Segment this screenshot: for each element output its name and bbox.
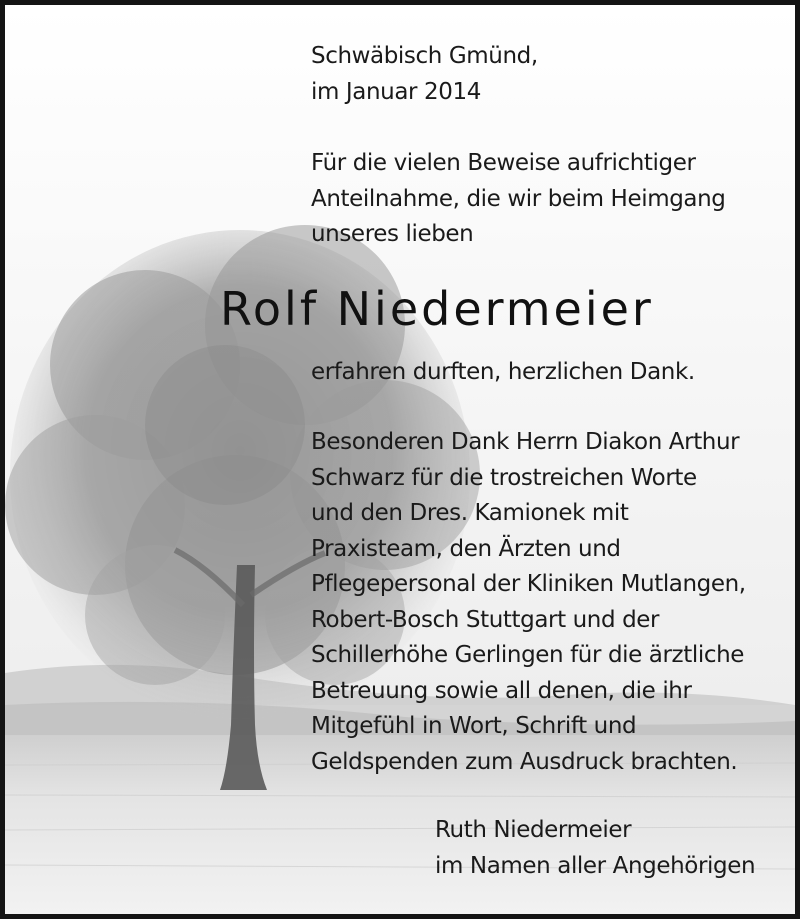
thanks-text: erfahren durften, herzlichen Dank. bbox=[311, 359, 695, 385]
deceased-name: Rolf Niedermeier bbox=[220, 282, 654, 336]
signature: Ruth Niedermeier im Namen aller Angehörigen bbox=[435, 817, 756, 879]
special-thanks-text: Besonderen Dank Herrn Diakon Arthur Schwarz für die trostreichen Worte und den Dres. Kamionek mit Praxisteam, den Ärzten und Pflegepersonal der Kliniken Mutlangen, Robert-Bosch Stuttgart und der Schillerhöhe Gerlingen für die ärztliche Betreuung sowie all denen, die ihr Mitgefühl in Wort, Schrift und Geldspenden zum Ausdruck brachten. bbox=[311, 429, 746, 775]
place-and-date: Schwäbisch Gmünd, im Januar 2014 bbox=[311, 43, 538, 105]
intro-text: Für die vielen Beweise aufrichtiger Anteilnahme, die wir beim Heimgang unseres lieben bbox=[311, 150, 726, 247]
